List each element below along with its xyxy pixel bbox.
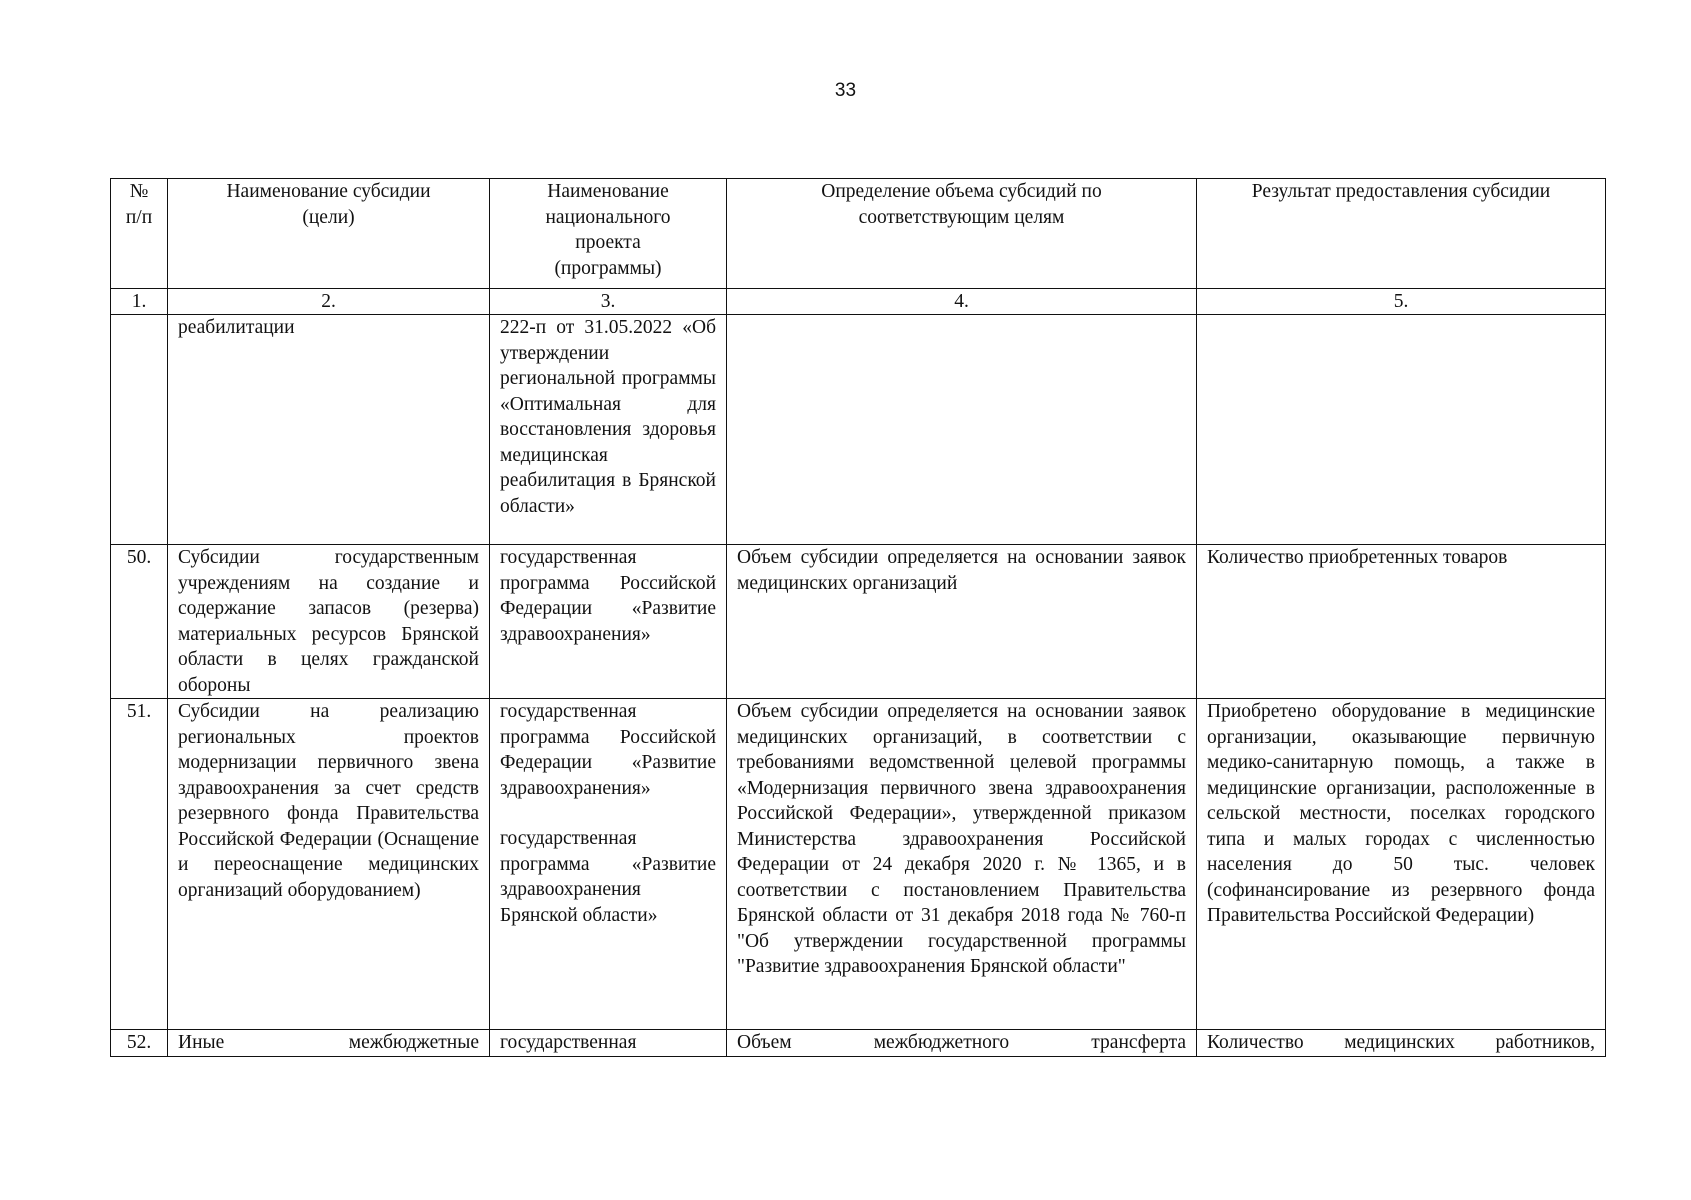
table-header-row: [111, 179, 1606, 289]
column-number: 4.: [727, 289, 1197, 315]
column-number: 3.: [490, 289, 727, 315]
table-row: [111, 699, 1606, 1030]
project-name: государственная: [490, 1030, 727, 1057]
volume-definition: Объем субсидии определяется на основании заявок медицинских организаций: [727, 545, 1197, 699]
subsidy-table: [110, 178, 1606, 1057]
subsidy-result: Количество медицинских работников,: [1197, 1030, 1606, 1057]
header-col-volume: Определение объема субсидий по соответствующим целям: [727, 179, 1197, 289]
header-col-project-name: Наименование национального проекта (программы): [490, 179, 727, 289]
project-name: государственная программа Российской Федерации «Развитие здравоохранения»: [490, 545, 727, 699]
row-number: 51.: [111, 699, 168, 1030]
row-number: [111, 315, 168, 545]
subsidy-result: Количество приобретенных товаров: [1197, 545, 1606, 699]
row-number: 52.: [111, 1030, 168, 1057]
row-number: 50.: [111, 545, 168, 699]
subsidy-result: [1197, 315, 1606, 545]
column-numbers-row: [111, 289, 1606, 315]
header-col-subsidy-name: Наименование субсидии (цели): [168, 179, 490, 289]
table-row: [111, 545, 1606, 699]
column-number: 1.: [111, 289, 168, 315]
subsidy-result: Приобретено оборудование в медицинские организации, оказывающие первичную медико-санитарную помощь, а также в медицинские организации, расположенные в сельской местности, поселках городского типа и малых городах с численностью населения до 50 тыс. человек (софинансирование из резервного фонда Правительства Российской Федерации): [1197, 699, 1606, 1030]
subsidy-name: Иные межбюджетные: [168, 1030, 490, 1057]
volume-definition: Объем субсидии определяется на основании заявок медицинских организаций, в соответствии с требованиями ведомственной целевой программы «Модернизация первичного звена здравоохранения Российской Федерации», утвержденной приказом Министерства здравоохранения Российской Федерации от 24 декабря 2020 г. № 1365, и в соответствии с постановлением Правительства Брянской области от 31 декабря 2018 года № 760-п "Об утверждении государственной программы "Развитие здравоохранения Брянской области": [727, 699, 1197, 1030]
page-number: 33: [834, 80, 857, 101]
table-row: [111, 1030, 1606, 1057]
subsidy-name: Субсидии государственным учреждениям на создание и содержание запасов (резерва) материальных ресурсов Брянской области в целях гражданской обороны: [168, 545, 490, 699]
header-col-result: Результат предоставления субсидии: [1197, 179, 1606, 289]
column-number: 5.: [1197, 289, 1606, 315]
volume-definition: Объем межбюджетного трансферта: [727, 1030, 1197, 1057]
subsidy-name: Субсидии на реализацию региональных проектов модернизации первичного звена здравоохранения за счет средств резервного фонда Правительства Российской Федерации (Оснащение и переоснащение медицинских организаций оборудованием): [168, 699, 490, 1030]
project-name: 222-п от 31.05.2022 «Об утверждении региональной программы «Оптимальная для восстановления здоровья медицинская реабилитация в Брянской области»: [490, 315, 727, 545]
column-number: 2.: [168, 289, 490, 315]
header-col-number: № п/п: [111, 179, 168, 289]
project-name: государственная программа Российской Федерации «Развитие здравоохранения» государственная программа «Развитие здравоохранения Брянской области»: [490, 699, 727, 1030]
volume-definition: [727, 315, 1197, 545]
table-row: [111, 315, 1606, 545]
subsidy-name: реабилитации: [168, 315, 490, 545]
